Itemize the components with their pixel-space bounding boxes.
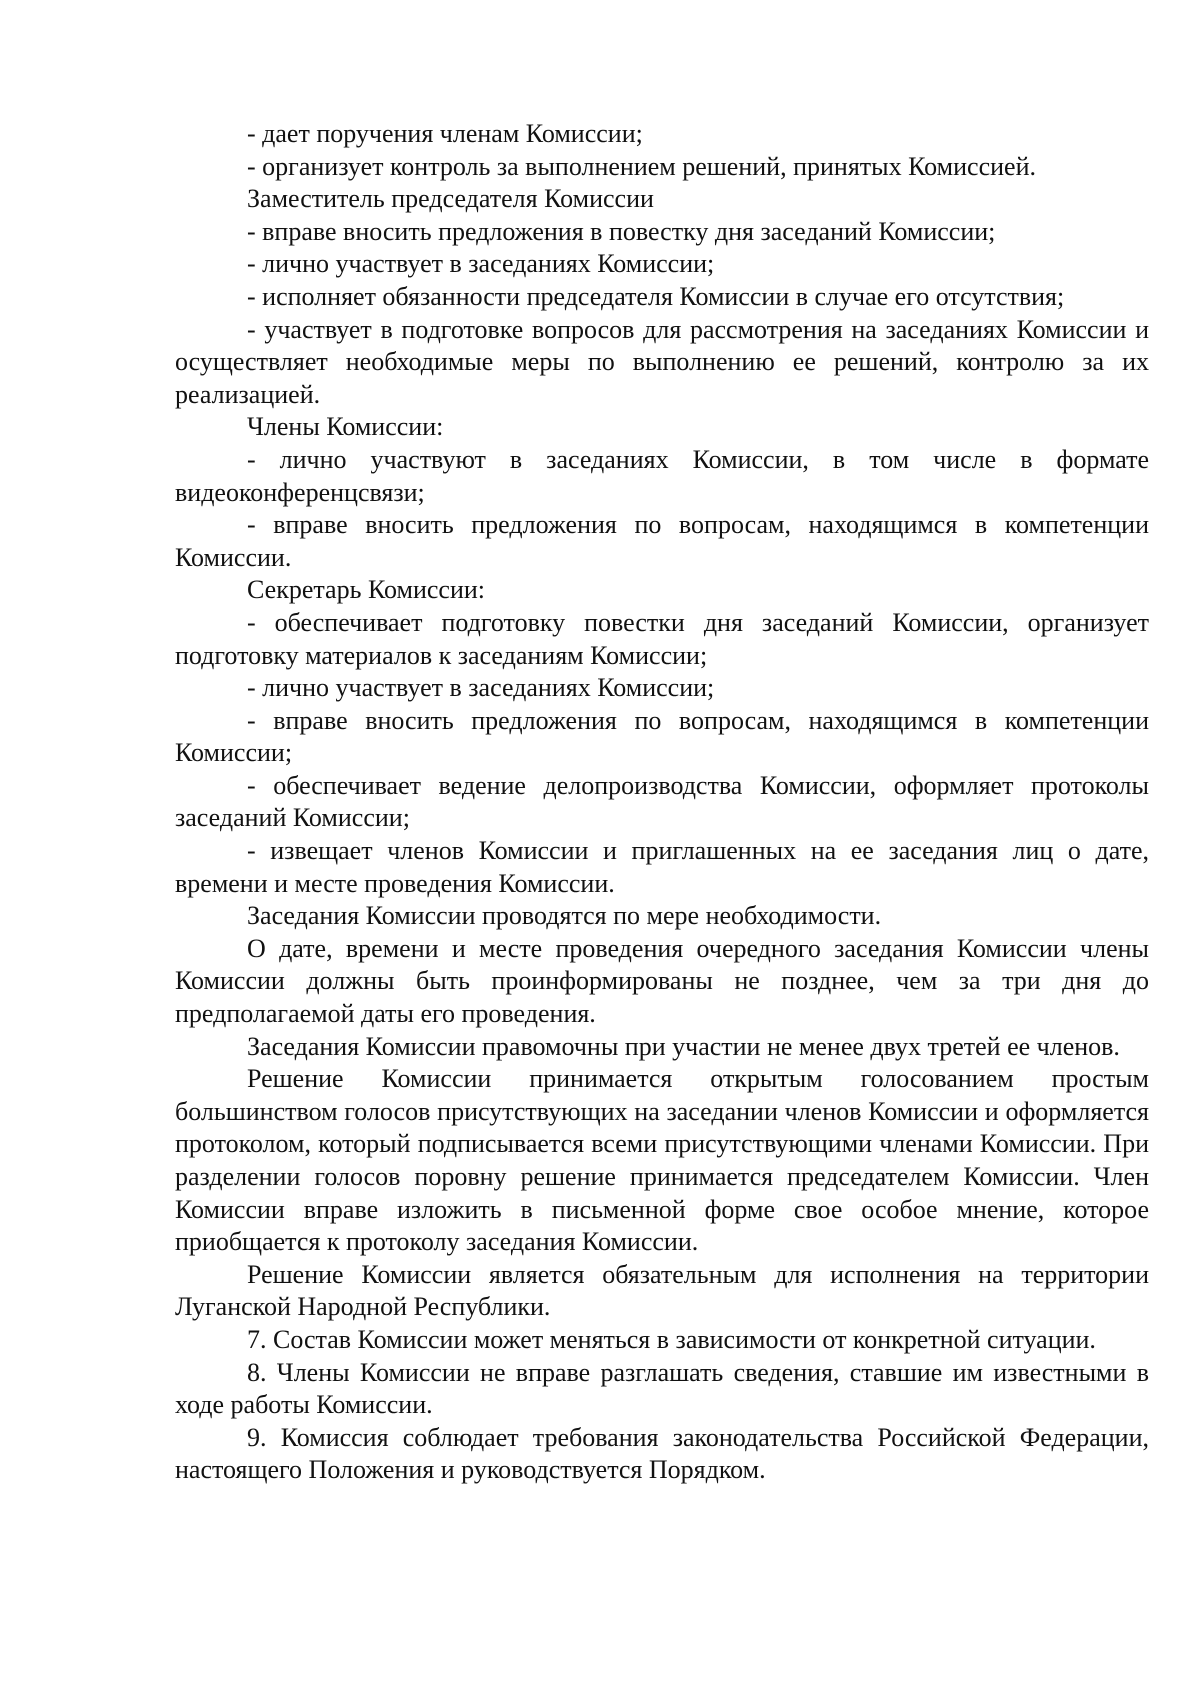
paragraph: Секретарь Комиссии: (247, 575, 485, 605)
paragraph: Заседания Комиссии правомочны при участии не менее двух третей ее членов. (247, 1031, 1120, 1061)
paragraph: Решение Комиссии является обязательным для исполнения на территории Луганской Народной Республики. (175, 1259, 1149, 1322)
paragraph: - обеспечивает ведение делопроизводства Комиссии, оформляет протоколы заседаний Комиссии; (175, 770, 1149, 833)
paragraph: 7. Состав Комиссии может меняться в зависимости от конкретной ситуации. (247, 1324, 1096, 1354)
paragraph: 8. Члены Комиссии не вправе разглашать сведения, ставшие им известными в ходе работы Комиссии. (175, 1357, 1149, 1420)
paragraph: О дате, времени и месте проведения очередного заседания Комиссии члены Комиссии должны быть проинформированы не позднее, чем за три дня до предполагаемой даты его проведения. (175, 933, 1149, 1029)
paragraph: - дает поручения членам Комиссии; (247, 119, 643, 148)
paragraph: - извещает членов Комиссии и приглашенных на ее заседания лиц о дате, времени и месте проведения Комиссии. (175, 836, 1149, 898)
paragraph: - вправе вносить предложения по вопросам, находящимся в компетенции Комиссии; (175, 705, 1149, 768)
paragraph: - обеспечивает подготовку повестки дня заседаний Комиссии, организует подготовку материалов к заседаниям Комиссии; (175, 607, 1149, 670)
document-page (175, 118, 1149, 1487)
paragraph: - участвует в подготовке вопросов для рассмотрения на заседаниях Комиссии и осуществляет необходимые меры по выполнению ее решений, контролю за их реализацией. (175, 314, 1149, 409)
paragraph: Решение Комиссии принимается открытым голосованием простым большинством голосов присутствующих на заседании членов Комиссии и оформляется протоколом, который подписывается всеми присутствующими членами Комиссии. При разделении голосов поровну решение принимается председателем Комиссии. Член Комиссии вправе изложить в письменной форме свое особое мнение, которое приобщается к протоколу заседания Комиссии. (175, 1064, 1149, 1257)
paragraph: - лично участвуют в заседаниях Комиссии, в том числе в формате видеоконференцсвязи; (175, 444, 1149, 507)
paragraph: Члены Комиссии: (247, 412, 444, 442)
paragraph: - исполняет обязанности председателя Комиссии в случае его отсутствия; (247, 281, 1065, 311)
paragraph: Заседания Комиссии проводятся по мере необходимости. (247, 901, 882, 931)
paragraph: - вправе вносить предложения по вопросам, находящимся в компетенции Комиссии. (175, 510, 1149, 572)
paragraph: - лично участвует в заседаниях Комиссии; (247, 673, 715, 703)
paragraph: 9. Комиссия соблюдает требования законодательства Российской Федерации, настоящего Положения и руководствуется Порядком. (175, 1422, 1149, 1485)
paragraph: - организует контроль за выполнением решений, принятых Комиссией. (247, 151, 1036, 181)
paragraph: - лично участвует в заседаниях Комиссии; (247, 249, 715, 279)
paragraph: - вправе вносить предложения в повестку дня заседаний Комиссии; (247, 216, 996, 246)
paragraph: Заместитель председателя Комиссии (247, 184, 654, 214)
